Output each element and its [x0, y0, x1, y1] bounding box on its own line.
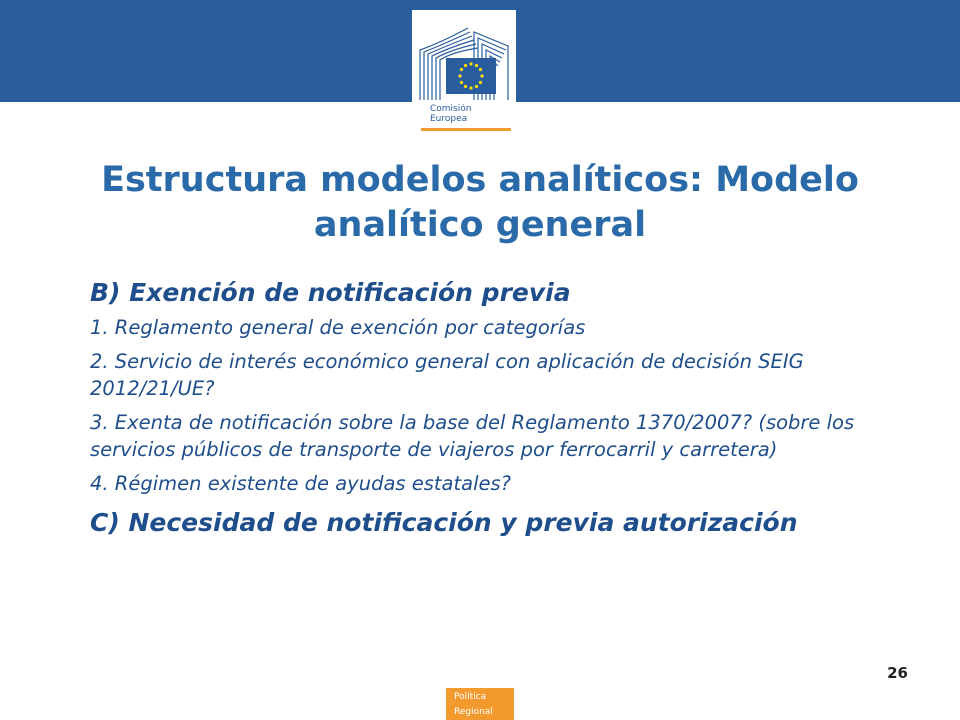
- logo-caption-line1: Comisión: [430, 104, 472, 114]
- building-emblem-icon: [412, 10, 516, 104]
- slide-title: Estructura modelos analíticos: Modelo analítico general: [101, 160, 859, 245]
- logo-caption: [430, 104, 471, 124]
- footer-tag: [446, 688, 514, 720]
- list-item: 1. Reglamento general de exención por categorías: [90, 316, 586, 339]
- slide-content: [90, 276, 890, 542]
- list-item: 4. Régimen existente de ayudas estatales?: [90, 472, 512, 495]
- section-c-heading: C) Necesidad de notificación y previa autorización: [90, 508, 798, 537]
- list-item: 3. Exenta de notificación sobre la base del Reglamento 1370/2007? (sobre los servicios públicos de transporte de viajeros por ferrocarril y carretera): [90, 411, 855, 461]
- footer-line2: Regional: [454, 707, 493, 717]
- section-b-heading: B) Exención de notificación previa: [90, 278, 571, 307]
- logo-accent-line: [421, 128, 511, 131]
- page-number: 26: [887, 664, 908, 682]
- logo-caption-line2: Europea: [430, 114, 468, 124]
- list-item: 2. Servicio de interés económico general con aplicación de decisión SEIG 2012/21/UE?: [90, 350, 804, 400]
- footer-line1: Política: [454, 692, 487, 702]
